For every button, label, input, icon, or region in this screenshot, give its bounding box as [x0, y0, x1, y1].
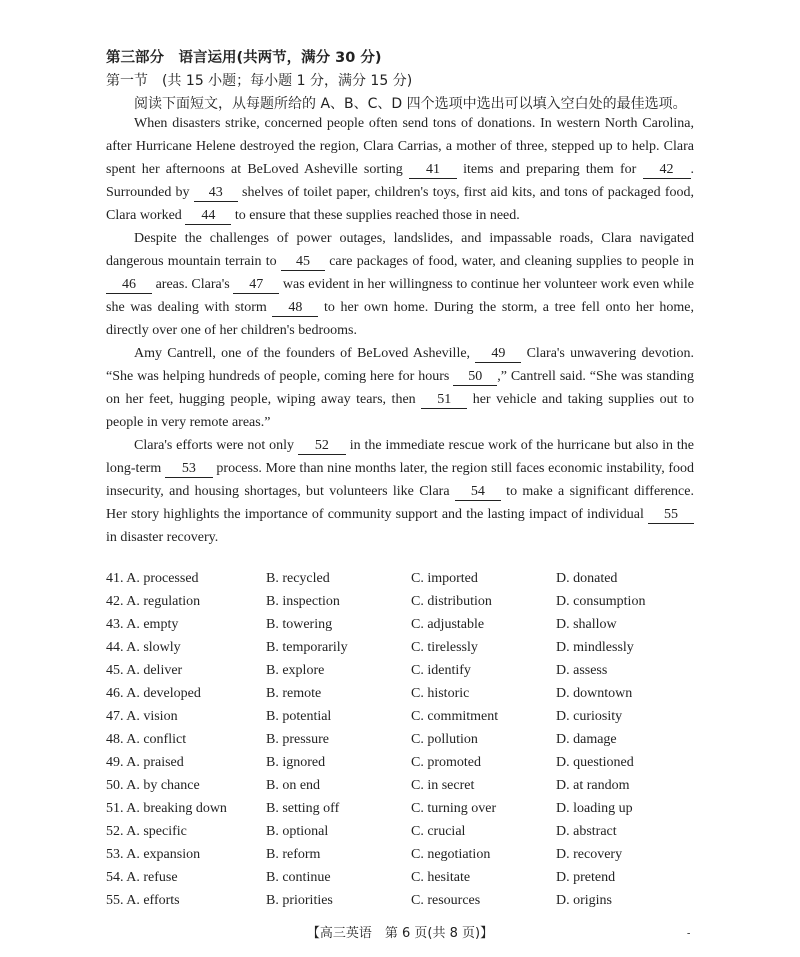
cloze-passage [106, 112, 694, 549]
option-d[interactable]: D. downtown [556, 686, 633, 701]
option-c[interactable]: C. in secret [411, 778, 475, 793]
question-row [106, 663, 706, 686]
option-b[interactable]: B. on end [266, 778, 321, 793]
option-c[interactable]: C. pollution [411, 732, 478, 747]
option-b[interactable]: B. ignored [266, 755, 326, 770]
text: her vehicle and taking supplies out to people in very remote areas.” [106, 392, 694, 430]
option-d[interactable]: D. shallow [556, 617, 617, 632]
corner-mark: - [687, 928, 691, 939]
question-row [106, 709, 706, 732]
option-c[interactable]: C. tirelessly [411, 640, 478, 655]
option-b[interactable]: B. explore [266, 663, 325, 678]
section-title: 第三部分 语言运用(共两节，满分 30 分) [106, 50, 382, 66]
question-row [106, 824, 706, 847]
option-d[interactable]: D. mindlessly [556, 640, 634, 655]
paragraph-2 [106, 227, 694, 342]
option-c[interactable]: C. imported [411, 571, 478, 586]
option-c[interactable]: C. hesitate [411, 870, 471, 885]
option-c[interactable]: C. resources [411, 893, 481, 908]
option-d[interactable]: D. assess [556, 663, 608, 678]
option-b[interactable]: B. recycled [266, 571, 330, 586]
page-footer: 【高三英语 第 6 页(共 8 页)】 [306, 926, 494, 941]
text: areas. Clara's [152, 277, 234, 292]
option-b[interactable]: B. reform [266, 847, 321, 862]
option-d[interactable]: D. consumption [556, 594, 646, 609]
blank-43: 43 [194, 185, 238, 202]
option-c[interactable]: C. promoted [411, 755, 481, 770]
text: When disasters strike, concerned people often send tons of donations. In western North Carolina, after Hurricane Helene destroyed the region, Clara Carrias, a mother of three, stepped up to help. Clara spent her afternoons at BeLoved Asheville sorting [106, 116, 694, 177]
blank-41: 41 [409, 162, 457, 179]
option-b[interactable]: B. setting off [266, 801, 340, 816]
option-d[interactable]: D. loading up [556, 801, 633, 816]
question-row [106, 755, 706, 778]
text: in the immediate rescue work of the hurricane but also in the long-term [106, 438, 694, 476]
option-a[interactable]: 51. A. breaking down [106, 801, 227, 816]
subsection-title: 第一节 (共 15 小题；每小题 1 分，满分 15 分) [106, 73, 413, 89]
blank-54: 54 [455, 484, 501, 501]
blank-44: 44 [185, 208, 231, 225]
text: to her own home. During the storm, a tree fell onto her home, directly over one of her children's bedrooms. [106, 300, 695, 338]
option-a[interactable]: 46. A. developed [106, 686, 201, 701]
option-a[interactable]: 43. A. empty [106, 617, 179, 632]
paragraph-3 [106, 342, 694, 434]
blank-48: 48 [272, 300, 318, 317]
question-row [106, 617, 706, 640]
option-d[interactable]: D. pretend [556, 870, 616, 885]
text: Despite the challenges of power outages, landslides, and impassable roads, Clara navigated dangerous mountain terrain to [106, 231, 694, 269]
text: Clara's unwavering devotion. “She was helping hundreds of people, coming here for hours [106, 346, 694, 384]
instructions: 阅读下面短文，从每题所给的 A、B、C、D 四个选项中选出可以填入空白处的最佳选项。 [134, 96, 687, 112]
option-c[interactable]: C. negotiation [411, 847, 491, 862]
option-b[interactable]: B. inspection [266, 594, 340, 609]
question-row [106, 870, 706, 893]
option-b[interactable]: B. pressure [266, 732, 329, 747]
question-row [106, 594, 706, 617]
question-row [106, 778, 706, 801]
question-row [106, 640, 706, 663]
blank-46: 46 [106, 277, 152, 294]
text: to ensure that these supplies reached those in need. [231, 208, 520, 223]
option-c[interactable]: C. adjustable [411, 617, 485, 632]
option-a[interactable]: 52. A. specific [106, 824, 187, 839]
option-a[interactable]: 48. A. conflict [106, 732, 187, 747]
option-a[interactable]: 55. A. efforts [106, 893, 180, 908]
option-d[interactable]: D. damage [556, 732, 617, 747]
text: items and preparing them for [456, 162, 643, 177]
option-b[interactable]: B. priorities [266, 893, 333, 908]
option-d[interactable]: D. donated [556, 571, 618, 586]
text: Clara's efforts were not only [134, 438, 298, 453]
option-d[interactable]: D. at random [556, 778, 630, 793]
blank-45: 45 [281, 254, 325, 271]
option-c[interactable]: C. historic [411, 686, 470, 701]
option-d[interactable]: D. origins [556, 893, 612, 908]
option-a[interactable]: 42. A. regulation [106, 594, 201, 609]
option-b[interactable]: B. remote [266, 686, 322, 701]
option-b[interactable]: B. towering [266, 617, 333, 632]
option-d[interactable]: D. questioned [556, 755, 634, 770]
question-row [106, 893, 706, 916]
blank-51: 51 [421, 392, 467, 409]
paragraph-4 [106, 434, 694, 549]
question-row [106, 801, 706, 824]
option-b[interactable]: B. temporarily [266, 640, 348, 655]
question-row [106, 686, 706, 709]
text: process. More than nine months later, the region still faces economic instability, food insecurity, and housing shortages, but volunteers like Clara [106, 461, 694, 499]
option-c[interactable]: C. identify [411, 663, 471, 678]
blank-55: 55 [648, 507, 694, 524]
blank-52: 52 [298, 438, 346, 455]
answer-options [106, 571, 706, 916]
option-a[interactable]: 44. A. slowly [106, 640, 181, 655]
paragraph-1 [106, 112, 694, 227]
blank-47: 47 [233, 277, 279, 294]
option-c[interactable]: C. turning over [411, 801, 497, 816]
question-row [106, 847, 706, 870]
option-c[interactable]: C. crucial [411, 824, 466, 839]
text: in disaster recovery. [106, 530, 219, 545]
text: . Surrounded by [106, 162, 694, 200]
option-d[interactable]: D. curiosity [556, 709, 623, 724]
text: shelves of toilet paper, children's toys, first aid kits, and tons of packaged food, Clara worked [106, 185, 694, 223]
option-a[interactable]: 47. A. vision [106, 709, 178, 724]
option-a[interactable]: 49. A. praised [106, 755, 184, 770]
option-a[interactable]: 45. A. deliver [106, 663, 183, 678]
blank-49: 49 [475, 346, 521, 363]
option-c[interactable]: C. distribution [411, 594, 492, 609]
option-b[interactable]: B. optional [266, 824, 329, 839]
blank-42: 42 [643, 162, 691, 179]
text: care packages of food, water, and cleaning supplies to people in [324, 254, 694, 269]
option-a[interactable]: 54. A. refuse [106, 870, 178, 885]
question-row [106, 732, 706, 755]
option-a[interactable]: 53. A. expansion [106, 847, 201, 862]
text: to make a significant difference. Her story highlights the importance of community support and the lasting impact of individual [106, 484, 694, 522]
question-row [106, 571, 706, 594]
option-d[interactable]: D. recovery [556, 847, 623, 862]
option-b[interactable]: B. continue [266, 870, 331, 885]
option-a[interactable]: 41. A. processed [106, 571, 199, 586]
option-b[interactable]: B. potential [266, 709, 332, 724]
text: ,” Cantrell said. “She was standing on her feet, hugging people, wiping away tears, then [106, 369, 694, 407]
blank-50: 50 [453, 369, 497, 386]
text: Amy Cantrell, one of the founders of BeLoved Asheville, [134, 346, 476, 361]
option-d[interactable]: D. abstract [556, 824, 617, 839]
option-c[interactable]: C. commitment [411, 709, 499, 724]
option-a[interactable]: 50. A. by chance [106, 778, 200, 793]
blank-53: 53 [165, 461, 213, 478]
text: was evident in her willingness to continue her volunteer work even while she was dealing with storm [106, 277, 694, 315]
